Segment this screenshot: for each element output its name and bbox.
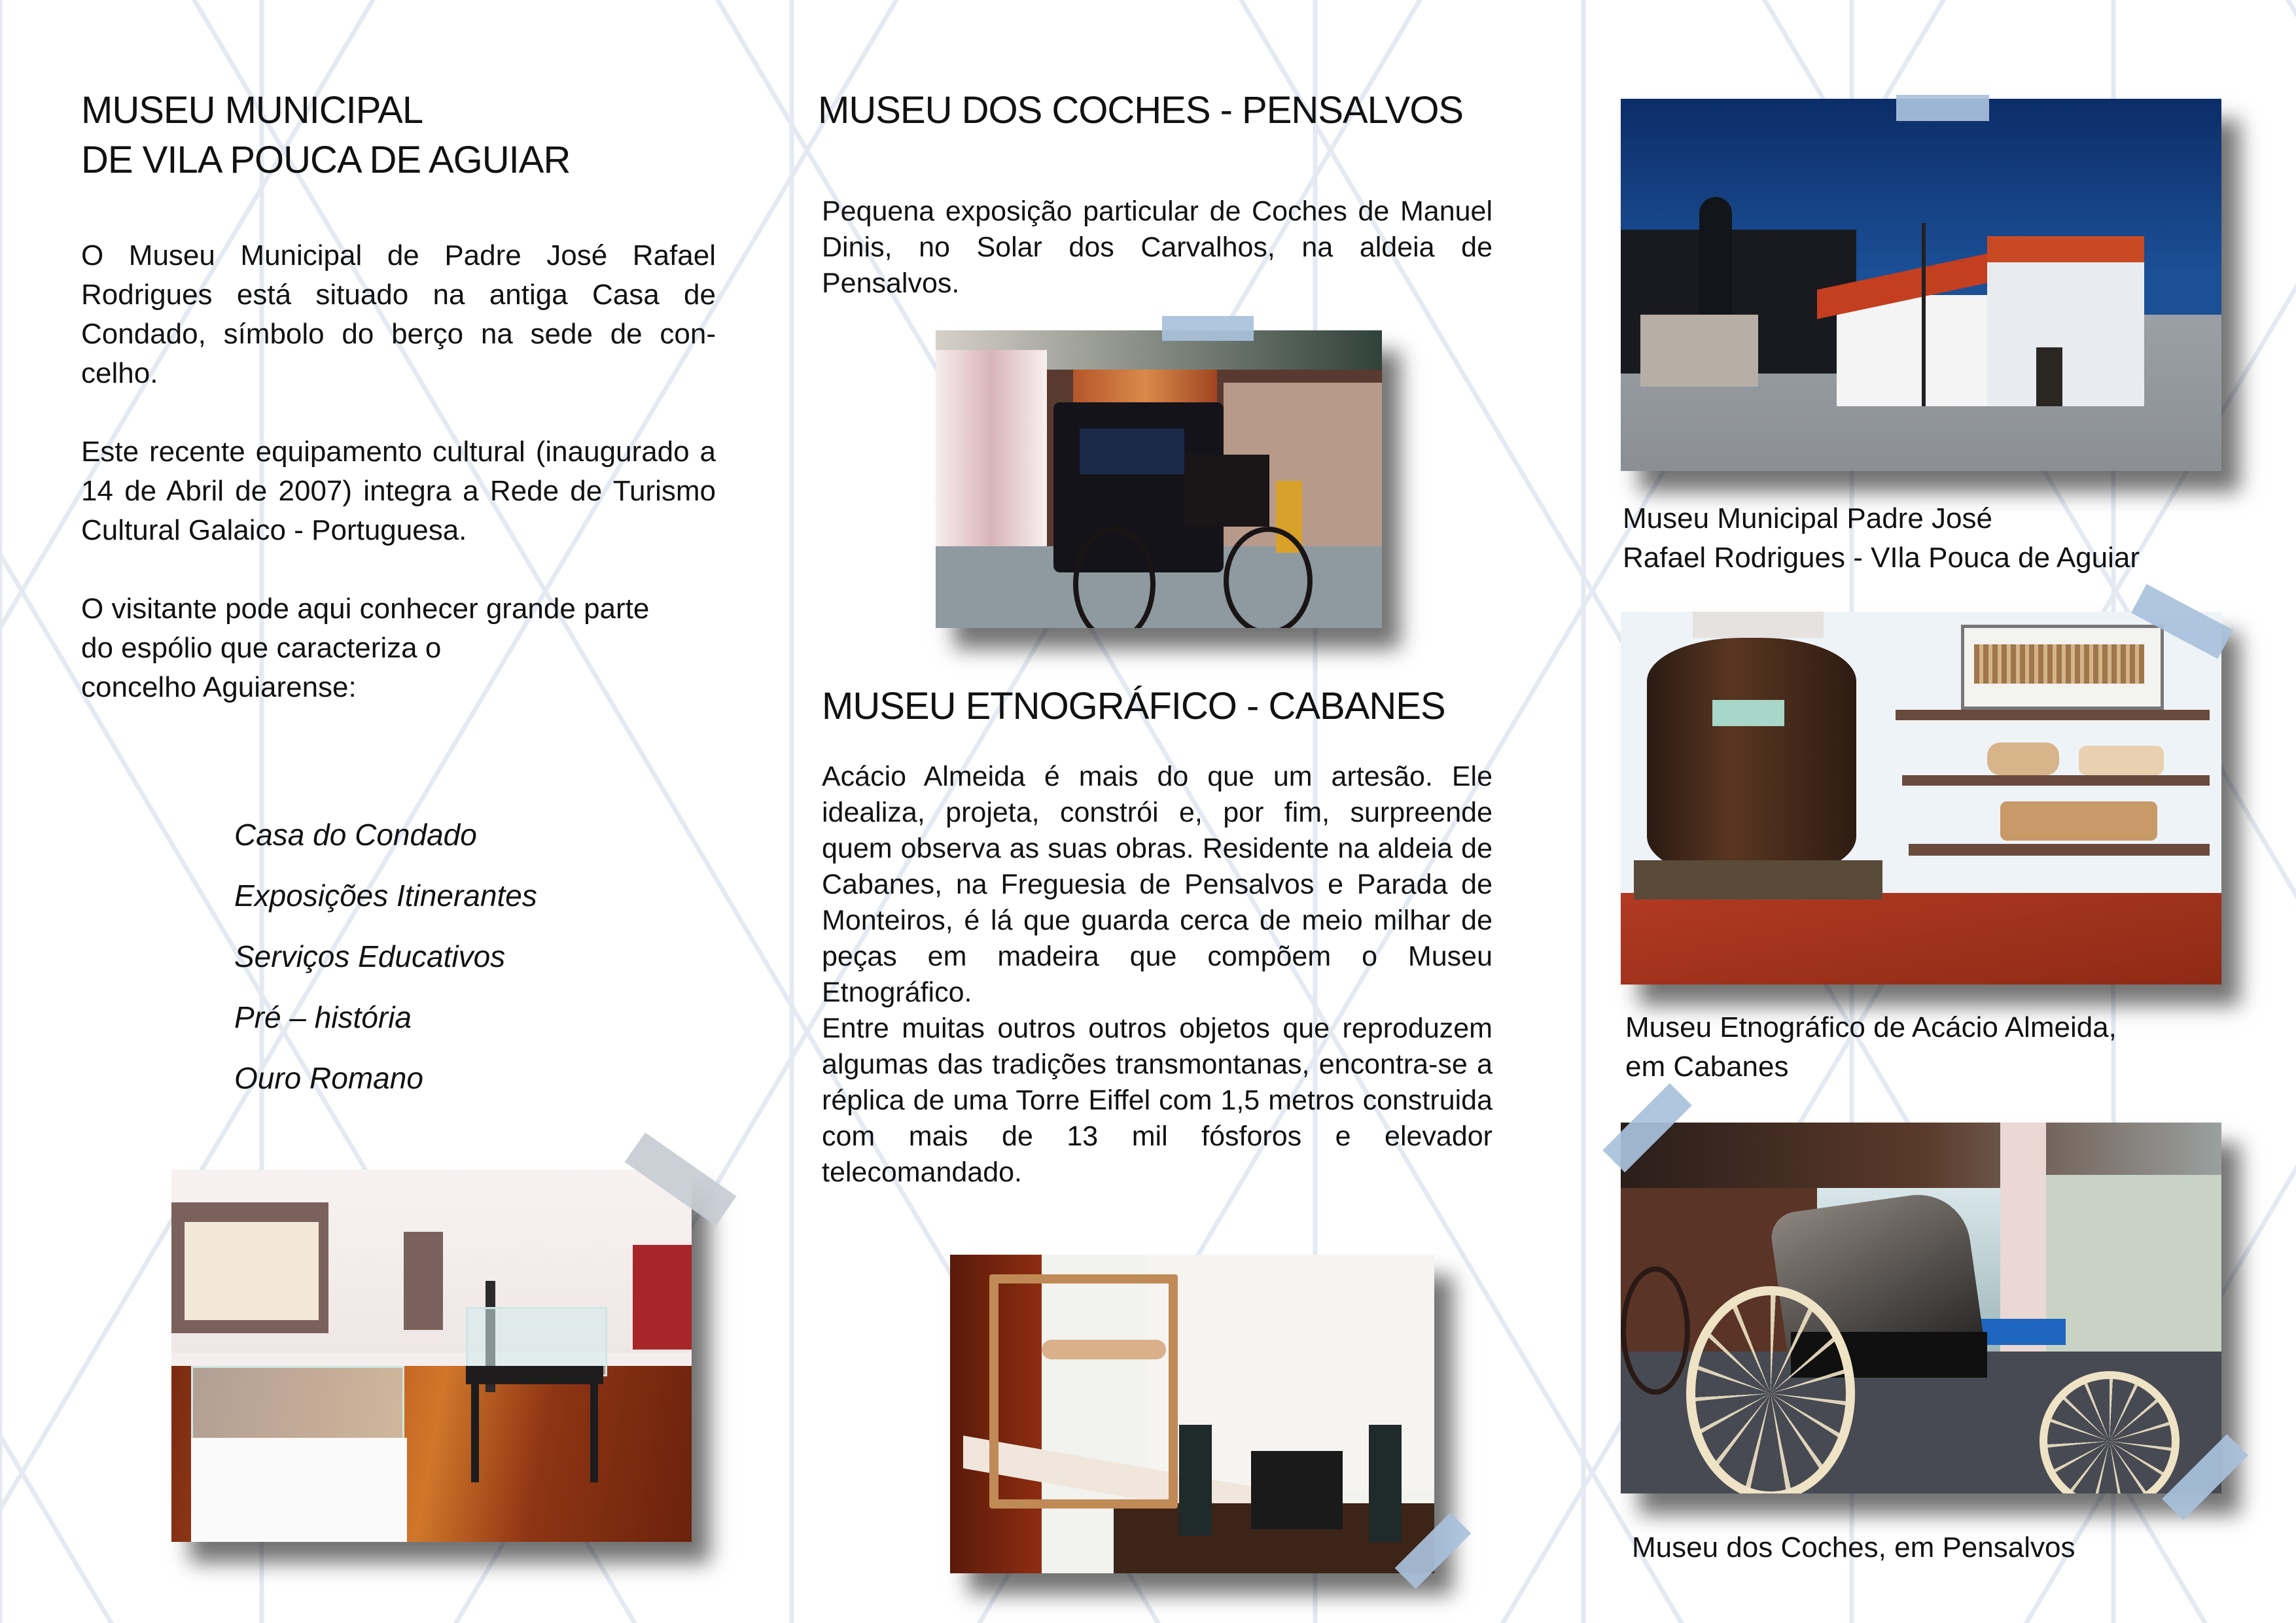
list-item: Pré – história — [234, 1000, 412, 1034]
photo-exhibition-room — [171, 1170, 692, 1542]
photo-coaches-museum — [1621, 1123, 2221, 1493]
visitor-line-1: O visitante pode aqui conhecer grande parte — [81, 593, 650, 625]
etnografico-section-title: MUSEU ETNOGRÁFICO - CABANES — [822, 685, 1445, 727]
caption-line-1: Museu Etnográfico de Acácio Almeida, — [1625, 1011, 2117, 1043]
list-item: Ouro Romano — [234, 1061, 423, 1095]
etnografico-paragraph-1: Acácio Almeida é mais do que um artesão. Ele idealiza, projeta, constrói e, por fim, surpreende quem observa as suas obras. Residente na aldeia de Cabanes, na Freguesia de Pensalvos e Parada de Monteiros, é lá que guarda cerca de meio milhar de peças em madeira que compõem o Museu Etnográfico. — [822, 761, 1492, 1008]
museum-municipal-title — [81, 86, 570, 185]
tape-decoration — [1896, 95, 1989, 121]
caption-line-2: em Cabanes — [1625, 1051, 1789, 1083]
photo-loom-figurines — [950, 1255, 1434, 1573]
list-item: Exposições Itinerantes — [234, 879, 537, 913]
title-line-2: DE VILA POUCA DE AGUIAR — [81, 139, 571, 181]
paragraph-location: O Museu Municipal de Padre José Rafael Rodrigues está situado na antiga Casa de Condado, símbolo do berço na sede de con-celho. — [81, 239, 716, 389]
etnografico-section-text — [822, 759, 1492, 1191]
caption-etnographic-museum — [1625, 1008, 2117, 1087]
list-item: Serviços Educativos — [234, 939, 506, 973]
visitor-line-3: concelho Aguiarense: — [81, 671, 357, 703]
coches-section-title: MUSEU DOS COCHES - PENSALVOS — [818, 89, 1464, 131]
coches-section-text: Pequena exposição particular de Coches de Manuel Dinis, no Solar dos Carvalhos, na aldeia de Pensalvos. — [822, 196, 1492, 299]
tape-decoration — [1162, 316, 1254, 341]
caption-line-1: Museu Municipal Padre José — [1623, 502, 1992, 534]
etnografico-paragraph-2: Entre muitas outros outros objetos que reproduzem algumas das tradições transmontanas, encontra-se a réplica de uma Torre Eiffel com 1,5 metros construida com mais de 13 mil fósforos e elevador telecomandado. — [822, 1013, 1492, 1188]
photo-etnographic-museum — [1621, 612, 2221, 985]
list-item: Casa do Condado — [234, 818, 477, 852]
paragraph-visitor — [81, 589, 716, 707]
photo-municipal-museum-building — [1621, 99, 2221, 471]
caption-municipal-museum — [1623, 499, 2140, 578]
paragraph-inauguration: Este recente equipamento cultural (inaugurado a 14 de Abril de 2007) integra a Rede de Turismo Cultural Galaico - Portuguesa. — [81, 436, 716, 546]
caption-coaches-museum: Museu dos Coches, em Pensalvos — [1632, 1531, 2075, 1563]
photo-carriage-pensalvos — [936, 330, 1382, 628]
museum-municipal-description — [81, 236, 716, 746]
caption-line-2: Rafael Rodrigues - VIla Pouca de Aguiar — [1623, 542, 2140, 574]
title-line-1: MUSEU MUNICIPAL — [81, 89, 423, 131]
visitor-line-2: do espólio que caracteriza o — [81, 632, 442, 664]
collection-list — [234, 805, 537, 1109]
